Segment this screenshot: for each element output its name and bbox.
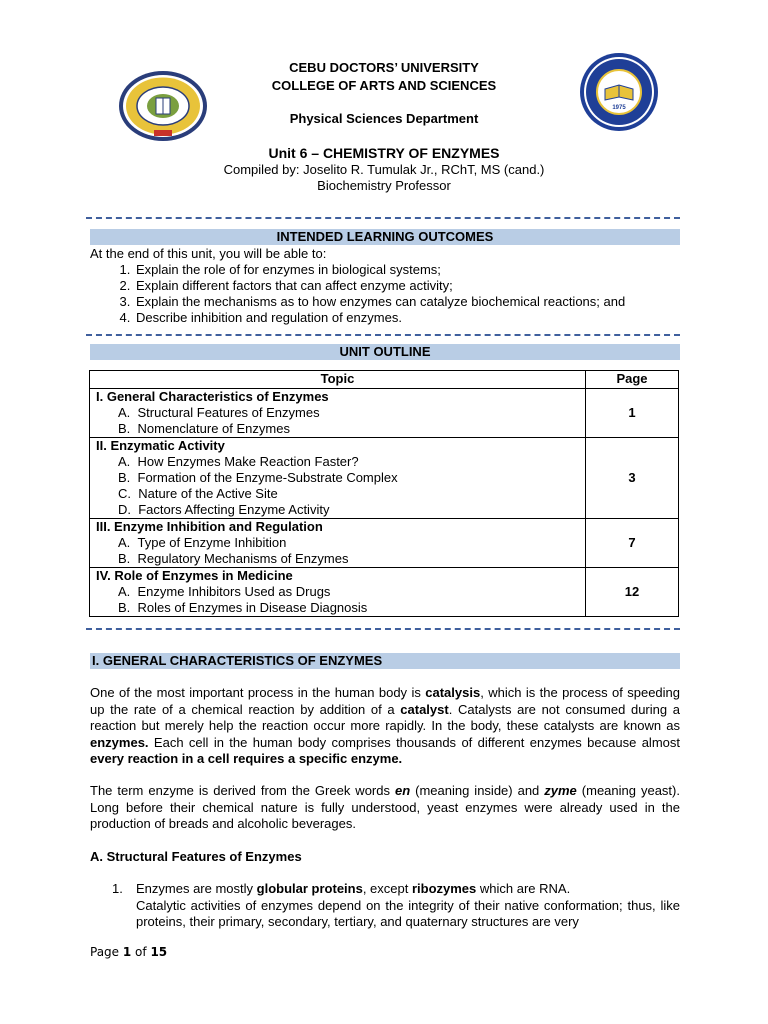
section-heading: I. GENERAL CHARACTERISTICS OF ENZYMES xyxy=(90,653,680,669)
footer-text: Page xyxy=(90,945,123,959)
topic-cell xyxy=(90,568,586,617)
section-title: I. General Characteristics of Enzymes xyxy=(96,389,329,404)
paragraph-text: . Catalysts are not consumed during a reaction but merely help the reaction occur more rapidly. In the body, these catalysts are known as xyxy=(90,701,681,733)
paragraph-text: (meaning inside) and xyxy=(410,783,545,798)
topic-cell xyxy=(90,519,586,568)
subtopic: A. Structural Features of Enzymes xyxy=(118,405,320,420)
current-page-number: 1 xyxy=(122,945,132,959)
table-row xyxy=(90,568,679,617)
section-title: III. Enzyme Inhibition and Regulation xyxy=(96,519,323,534)
subsection-heading: A. Structural Features of Enzymes xyxy=(90,849,302,864)
subtopic: B. Roles of Enzymes in Disease Diagnosis xyxy=(118,600,368,615)
subtopic: D. Factors Affecting Enzyme Activity xyxy=(118,502,330,517)
subtopic: A. How Enzymes Make Reaction Faster? xyxy=(118,454,359,469)
topic-column-header: Topic xyxy=(90,371,586,389)
subtopic: A. Type of Enzyme Inhibition xyxy=(118,535,287,550)
page-cell: 12 xyxy=(586,568,679,617)
section-title: IV. Role of Enzymes in Medicine xyxy=(96,568,293,583)
university-name: CEBU DOCTORS’ UNIVERSITY xyxy=(289,60,479,75)
table-row xyxy=(90,438,679,519)
page-cell: 7 xyxy=(586,519,679,568)
emphasis-specific-enzyme: every reaction in a cell requires a specific enzyme. xyxy=(90,751,403,766)
unit-outline-table xyxy=(89,370,679,617)
paragraph-text: , which is the process of speeding up the rate of a chemical reaction by addition of a xyxy=(90,685,680,717)
list-item xyxy=(90,881,680,931)
total-page-count: 15 xyxy=(150,945,168,959)
dashed-divider xyxy=(86,628,680,630)
term-ribozymes: ribozymes xyxy=(411,881,477,896)
outcomes-intro: At the end of this unit, you will be able to: xyxy=(90,246,327,261)
subtopic: A. Enzyme Inhibitors Used as Drugs xyxy=(118,584,331,599)
subtopic: B. Formation of the Enzyme-Substrate Complex xyxy=(118,470,398,485)
term-catalyst: catalyst xyxy=(400,701,449,717)
unit-title: Unit 6 – CHEMISTRY OF ENZYMES xyxy=(268,145,500,161)
dashed-divider xyxy=(86,217,680,219)
topic-cell xyxy=(90,438,586,519)
list-text: , except xyxy=(362,881,412,896)
subtopic: B. Regulatory Mechanisms of Enzymes xyxy=(118,551,349,566)
topic-cell xyxy=(90,389,586,438)
term-globular-proteins: globular proteins xyxy=(256,881,363,896)
outcomes-heading: INTENDED LEARNING OUTCOMES xyxy=(90,229,680,245)
term-catalysis: catalysis xyxy=(425,685,481,700)
term-zyme: zyme xyxy=(544,783,577,798)
subtopic: B. Nomenclature of Enzymes xyxy=(118,421,290,436)
table-header-row xyxy=(90,371,679,389)
department-name: Physical Sciences Department xyxy=(289,111,479,126)
page-footer xyxy=(90,945,167,959)
list-text: Enzymes are mostly xyxy=(136,881,257,896)
paragraph-text: (meaning yeast). Long before their chemical nature is fully understood, yeast enzymes were already used in the production of breads and alcoholic beverages. xyxy=(90,783,680,831)
outline-heading: UNIT OUTLINE xyxy=(90,344,680,360)
paragraph-text: Each cell in the human body comprises thousands of different enzymes because almost xyxy=(148,734,680,750)
subtopic: C. Nature of the Active Site xyxy=(118,486,278,501)
list-continuation: Catalytic activities of enzymes depend on the integrity of their native conformation; thus, like proteins, their primary, secondary, tertiary, and quaternary structures are very xyxy=(136,897,680,929)
paragraph-text: The term enzyme is derived from the Greek words xyxy=(90,783,395,798)
term-en: en xyxy=(394,783,411,798)
author-position: Biochemistry Professor xyxy=(317,178,451,193)
outcome-item: 3. Explain the mechanisms as to how enzymes can catalyze biochemical reactions; and xyxy=(134,294,724,310)
list-line xyxy=(136,881,680,898)
page-cell: 3 xyxy=(586,438,679,519)
dashed-divider xyxy=(86,334,680,336)
table-row xyxy=(90,519,679,568)
footer-text: of xyxy=(131,945,151,959)
outcome-item: 4. Describe inhibition and regulation of enzymes. xyxy=(134,310,724,326)
college-name: COLLEGE OF ARTS AND SCIENCES xyxy=(271,78,497,93)
page-cell: 1 xyxy=(586,389,679,438)
term-enzymes: enzymes. xyxy=(90,734,149,750)
paragraph-text: One of the most important process in the human body is xyxy=(90,685,426,700)
logo-year-text: 1975 xyxy=(612,105,626,111)
page-column-header: Page xyxy=(586,371,679,389)
paragraph-etymology xyxy=(90,783,680,833)
outcomes-list xyxy=(90,262,724,326)
list-text: which are RNA. xyxy=(476,881,571,896)
paragraph-catalysis xyxy=(90,685,680,768)
table-row xyxy=(90,389,679,438)
list-number: 1. xyxy=(112,881,123,896)
compiled-by: Compiled by: Joselito R. Tumulak Jr., RChT, MS (cand.) xyxy=(223,162,545,177)
outcome-item: 2. Explain different factors that can affect enzyme activity; xyxy=(134,278,724,294)
outcome-item: 1. Explain the role of for enzymes in biological systems; xyxy=(134,262,724,278)
section-title: II. Enzymatic Activity xyxy=(96,438,225,453)
